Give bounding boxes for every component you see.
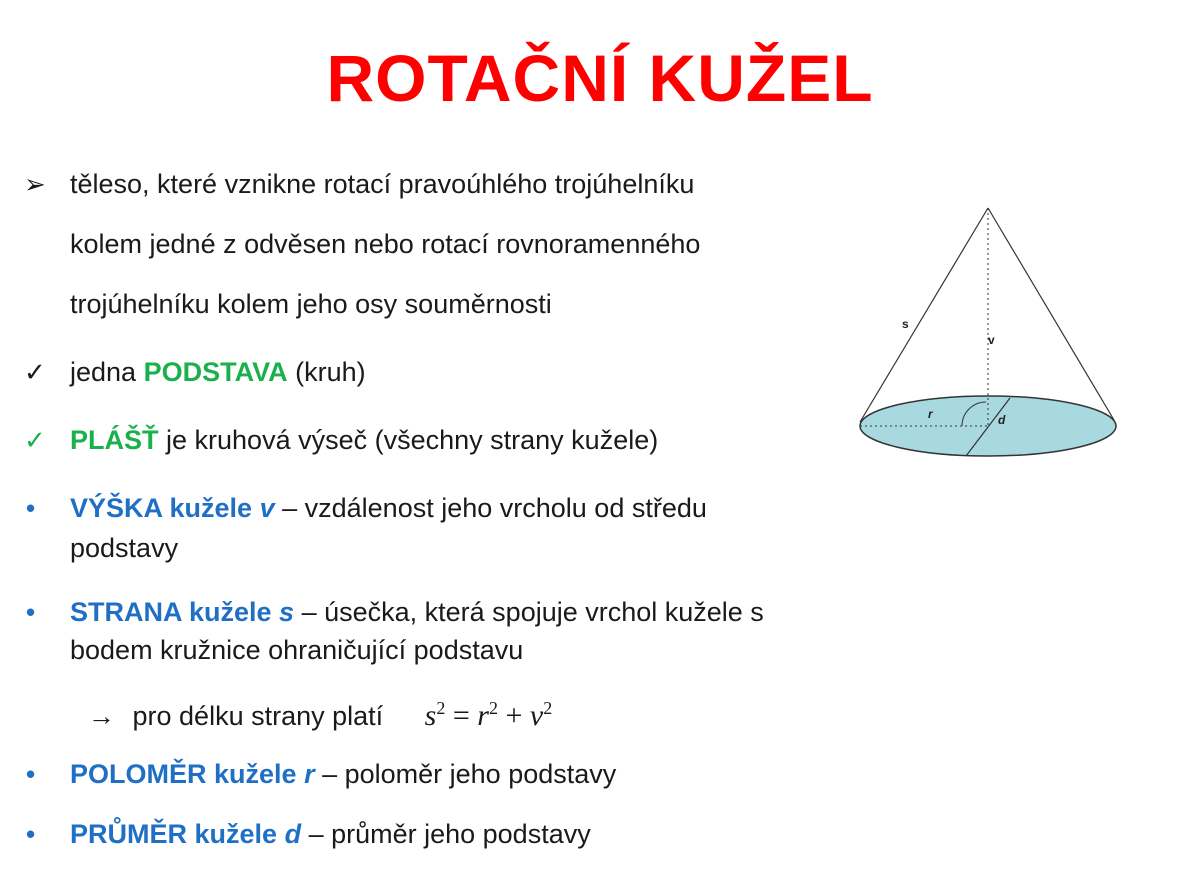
- bullet-dot-icon: •: [26, 759, 36, 789]
- cone-diagram: [850, 200, 1130, 470]
- check-icon: ✓: [24, 357, 46, 387]
- item-podstava-term: PODSTAVA: [143, 357, 288, 387]
- item-polomer-rest: – poloměr jeho podstavy: [314, 759, 617, 789]
- item-plast-post: je kruhová výseč (všechny strany kužele): [158, 425, 659, 455]
- bullet-dot-icon: •: [26, 597, 36, 627]
- item-polomer-var: r: [304, 759, 315, 789]
- arrow-bullet-icon: ➢: [24, 169, 46, 199]
- item-strana-term: STRANA kužele: [70, 597, 280, 627]
- item-vyska-rest: – vzdálenost jeho vrcholu od středu: [274, 493, 707, 523]
- item-vyska-line2: podstavy: [70, 533, 179, 563]
- check-icon: ✓: [24, 425, 46, 455]
- item-podstava: [70, 354, 366, 390]
- definition-line-1: těleso, které vznikne rotací pravoúhlého trojúhelníku: [70, 169, 695, 199]
- item-vyska-var: v: [259, 493, 275, 523]
- item-plast-term: PLÁŠŤ: [70, 425, 159, 455]
- cone-side-left: [860, 208, 988, 422]
- item-prumer-var: d: [284, 819, 302, 849]
- item-prumer-rest: – průměr jeho podstavy: [301, 819, 591, 849]
- item-strana-var: s: [279, 597, 295, 627]
- item-vyska: [70, 490, 707, 526]
- item-strana-line2: bodem kružnice ohraničující podstavu: [70, 635, 524, 665]
- item-podstava-post: (kruh): [287, 357, 366, 387]
- item-vyska-term: VÝŠKA kužele: [70, 493, 260, 523]
- item-plast: [70, 422, 658, 458]
- diagram-label-v: v: [988, 333, 995, 347]
- diagram-label-r: r: [928, 407, 933, 421]
- cone-side-right: [988, 208, 1114, 420]
- definition-line-2: kolem jedné z odvěsen nebo rotací rovnoramenného: [70, 229, 701, 259]
- item-polomer: [70, 756, 616, 792]
- item-prumer-term: PRŮMĚR kužele: [70, 819, 285, 849]
- page-title: ROTAČNÍ KUŽEL: [326, 41, 874, 115]
- item-prumer: [70, 816, 591, 852]
- item-podstava-pre: jedna: [70, 357, 144, 387]
- right-arrow-icon: →: [88, 701, 115, 731]
- formula: $s^2 = r^2 + v^2$: [424, 698, 553, 732]
- bullet-dot-icon: •: [26, 493, 36, 523]
- item-strana-rest: – úsečka, která spojuje vrchol kužele s: [294, 597, 764, 627]
- item-polomer-term: POLOMĚR kužele: [70, 759, 305, 789]
- item-strana: [70, 594, 764, 630]
- definition-line-3: trojúhelníku kolem jeho osy souměrnosti: [70, 289, 552, 319]
- diagram-label-d: d: [998, 413, 1006, 427]
- formula-line: [88, 690, 552, 734]
- diagram-label-s: s: [902, 317, 909, 331]
- formula-label: pro délku strany platí: [132, 701, 384, 731]
- bullet-dot-icon: •: [26, 819, 36, 849]
